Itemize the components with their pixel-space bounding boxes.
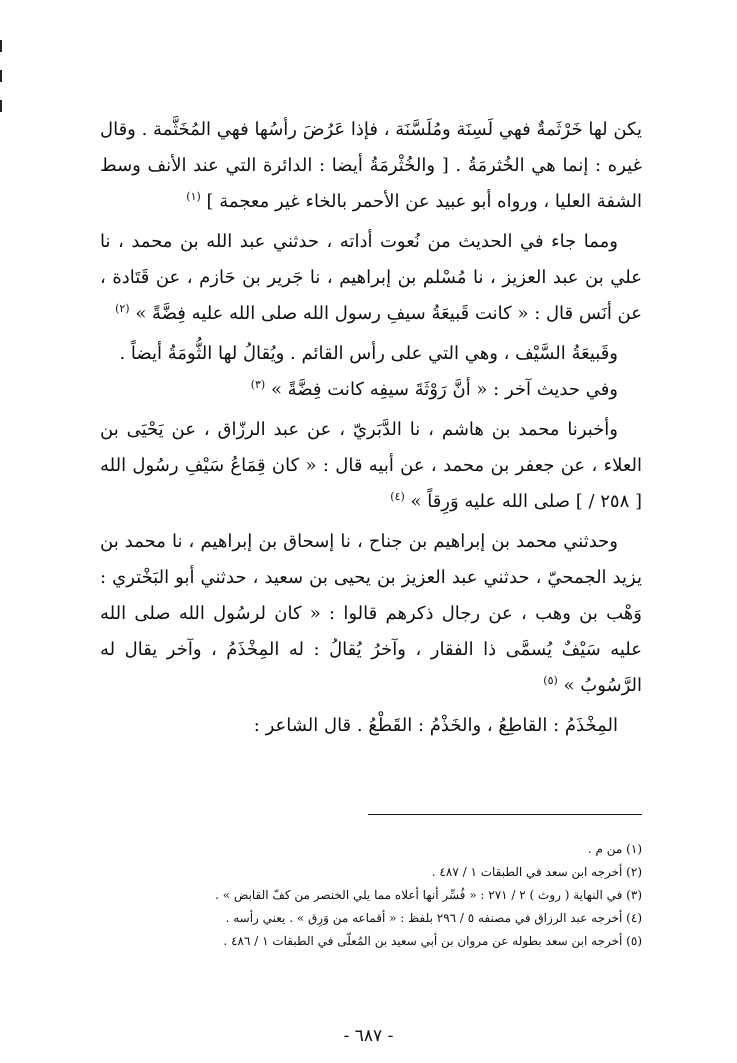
footnotes [100,838,642,953]
paragraph-3: وقَبيعَةُ السَّيْف ، وهي التي على رأس القائم . ويُقالُ لها الثُّومَةُ أيضاً . [119,343,618,364]
footnote-1: (١) من م . [587,842,642,856]
scan-edge-mark [0,40,2,52]
footnote-3: (٣) في النهاية ( روث ) ٢ / ٢٧١ : « فُسِّر أنها أعلاه مما يلي الخنصر من كفّ القابض » . [215,888,642,902]
footnote-ref-1[interactable]: (١) [186,190,201,203]
paragraph-5: وأخبرنا محمد بن هاشم ، نا الدَّبَريّ ، عن عبد الرزّاق ، عن يَحْيَى بن العلاء ، عن جعفر بن محمد ، عن أبيه قال : « كان قِمَاعُ سَيْفِ رسُول الله [ ٢٥٨ / ] صلى الله عليه وَرِقاً » $^{(٤)}$ [100,419,642,512]
footnote-divider [368,814,642,815]
paragraph-6: وحدثني محمد بن إبراهيم بن جناح ، نا إسحاق بن إبراهيم ، نا محمد بن يزيد الجمحيّ ، حدثني عبد العزيز بن يحيى بن سعيد ، حدثني أبو البَخْتري : وَهْب بن وهب ، عن رجال ذكرهم قالوا : « كان لرسُول الله صلى الله عليه سَيْفٌ يُسمَّى ذا الفقار ، وآخرُ يُقالُ : له المِخْذَمُ ، وآخر يقال له الرَّسُوبُ » $^{(٥)}$ [100,531,642,696]
paragraph-1: يكن لها خَرْثَمةٌ فهي لَسِنَة ومُلَسَّنَة ، فإذا عَرُضَ رأسُها فهي المُخَثَّمة . وقال غيره : إنما هي الخُثرمَةُ . [ والخُثْرمَةُ أيضا : الدائرة التي عند الأنف وسط الشفة العليا ، ورواه أبو عبيد عن الأحمر بالخاء غير معجمة ] $^{(١)}$ [100,119,642,212]
main-text [100,112,642,744]
page-number: - ٦٨٧ - [343,1026,394,1046]
footnote-ref-2[interactable]: (٢) [115,302,130,315]
paragraph-7: المِخْذَمُ : القاطِعُ ، والخَذْمُ : القَطْعُ . قال الشاعر : [253,715,618,736]
footnote-ref-5[interactable]: (٥) [543,674,558,687]
paragraph-4: وفي حديث آخر : « أنَّ رَوْثَةَ سيفِه كانت فِضَّةً » $^{(٣)}$ [250,378,618,400]
footnote-ref-3[interactable]: (٣) [250,378,266,391]
footnote-ref-4[interactable]: (٤) [390,490,405,503]
scan-edge-mark [0,100,2,112]
footnote-2: (٢) أخرجه ابن سعد في الطبقات ١ / ٤٨٧ . [431,865,642,879]
footnote-4: (٤) أخرجه عبد الرزاق في مصنفه ٥ / ٢٩٦ بلفظ : « أقماعه من وَرِق » . يعني رأسه . [225,911,642,925]
paragraph-2: ومما جاء في الحديث من نُعوت أداته ، حدثني عبد الله بن محمد ، نا علي بن عبد العزيز ، نا مُسْلم بن إبراهيم ، نا جَرير بن حَازم ، عن قَتَادة ، عن أنَس قال : « كانت قَبيعَةُ سيفِ رسول الله صلى الله عليه فِضَّةً » $^{(٢)}$ [100,231,642,324]
footnote-5: (٥) أخرجه ابن سعد بطوله عن مروان بن أبي سعيد بن المُعلّى في الطبقات ١ / ٤٨٦ . [223,934,642,948]
scan-edge-mark [0,70,2,82]
